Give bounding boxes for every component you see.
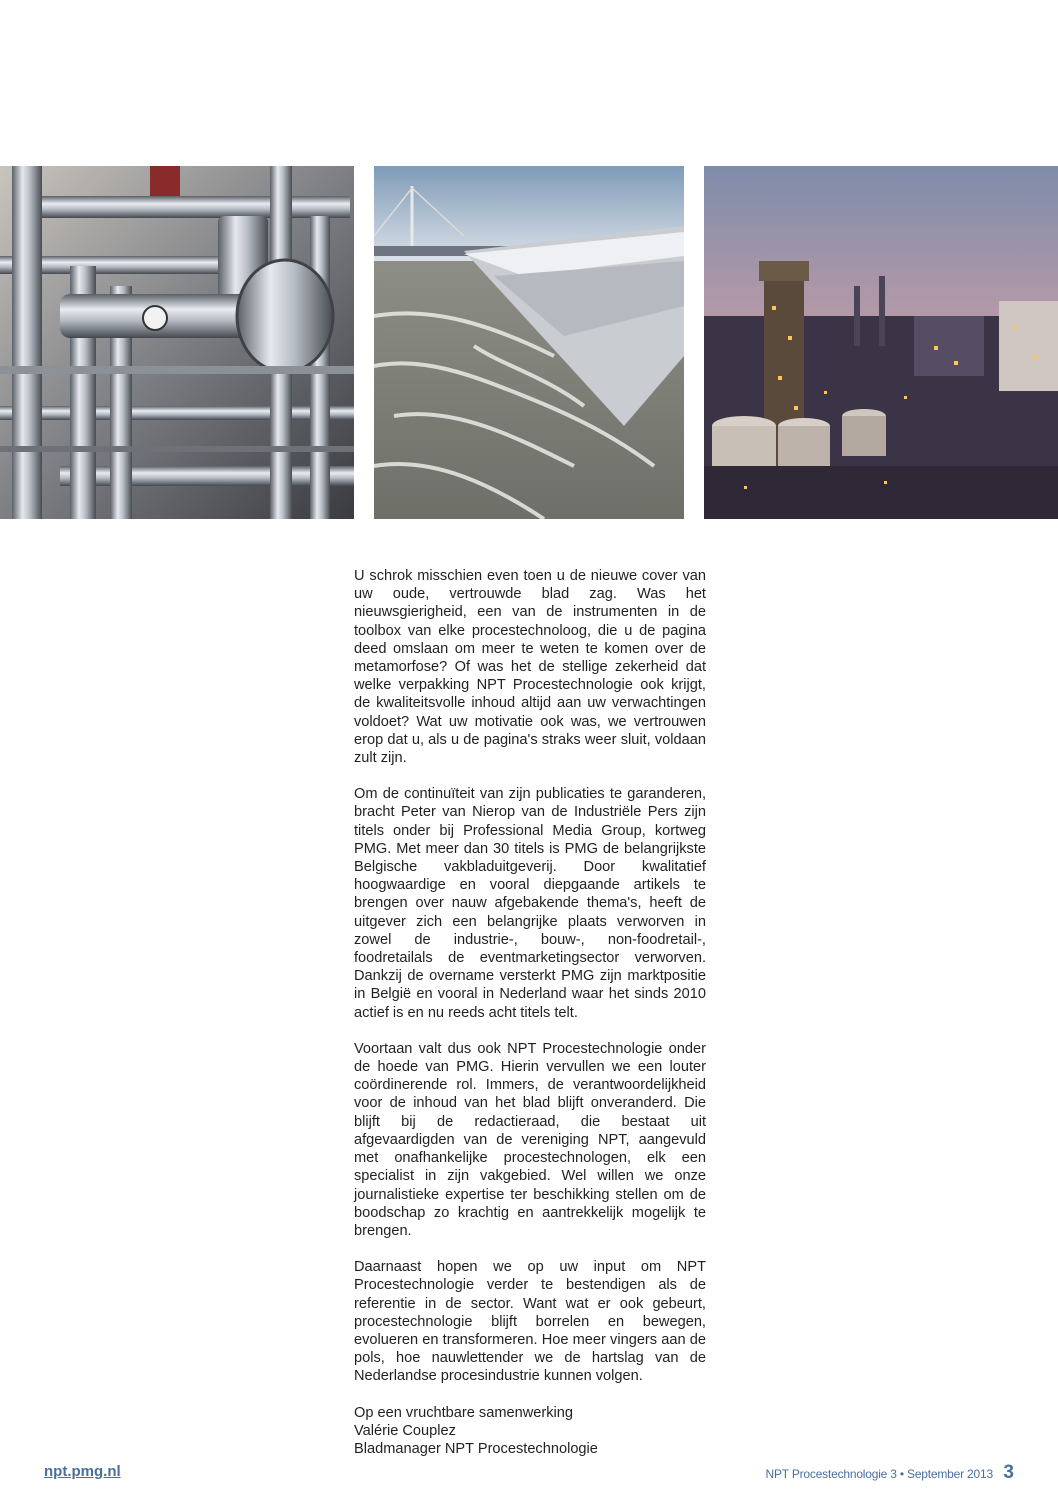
industrial-pipes-photo — [0, 166, 354, 519]
article-paragraph-2: Om de continuïteit van zijn publicaties te garanderen, bracht Peter van Nierop van de Industriële Pers zijn titels onder bij Professional Media Group, kortweg PMG. Met meer dan 30 titels is PMG de belangrijkste Belgische vakbladuitgeverij. Door kwalitatief hoogwaardige en vooral diepgaande artikels te brengen over nauw afgebakende thema's, heeft de uitgever zich een belangrijke plaats verworven in zowel de industrie-, bouw-, non-foodretail-, foodretailals de eventmarketingsector verworven. Dankzij de overname versterkt PMG zijn marktpositie in België en vooral in Nederland waar het sinds 2010 actief is en nu reeds acht titels telt. — [354, 786, 706, 1021]
article-body — [354, 567, 706, 1458]
publication-info: NPT Procestechnologie 3 • September 2013 — [765, 1467, 993, 1481]
water-treatment-basin-photo — [374, 166, 684, 519]
refinery-at-dusk-photo — [704, 166, 1058, 519]
signature-block — [354, 1404, 706, 1459]
author-name: Valérie Couplez — [354, 1422, 456, 1439]
page-footer — [766, 1462, 1015, 1484]
page-number: 3 — [1003, 1462, 1014, 1483]
article-paragraph-1: U schrok misschien even toen u de nieuwe cover van uw oude, vertrouwde blad zag. Was het nieuwsgierigheid, een van de instrumenten in de toolbox van elke procestechnoloog, die u de pagina deed omslaan om meer te weten te komen over de metamorfose? Of was het de stellige zekerheid dat welke verpakking NPT Procestechnologie ook krijgt, de kwaliteitsvolle inhoud altijd aan uw verwachtingen voldoet? Wat uw motivatie ook was, we vertrouwen erop dat u, als u de pagina's straks weer sluit, voldaan zult zijn. — [354, 568, 706, 767]
closing-line: Op een vruchtbare samenwerking — [354, 1404, 574, 1421]
article-paragraph-4: Daarnaast hopen we op uw input om NPT Procestechnologie verder te bestendigen als de referentie in de sector. Want wat er ook gebeurt, procestechnologie blijft borrelen en bewegen, evolueren en transformeren. Hoe meer vingers aan de pols, hoe nauwlettender we de hartslag van de Nederlandse procesindustrie kunnen volgen. — [354, 1259, 706, 1385]
website-link[interactable]: npt.pmg.nl — [44, 1463, 121, 1480]
author-role: Bladmanager NPT Procestechnologie — [354, 1440, 598, 1457]
article-paragraph-3: Voortaan valt dus ook NPT Procestechnologie onder de hoede van PMG. Hierin vervullen we een louter coördinerende rol. Immers, de verantwoordelijkheid voor de inhoud van het blad blijft onveranderd. Die blijft bij de redactieraad, die bestaat uit afgevaardigden van de vereniging NPT, aangevuld met onafhankelijke procestechnologen, elk een specialist in zijn vakgebied. Wel willen we onze journalistieke expertise ter beschikking stellen om de boodschap zo krachtig en aantrekkelijk mogelijk te brengen. — [354, 1040, 706, 1239]
